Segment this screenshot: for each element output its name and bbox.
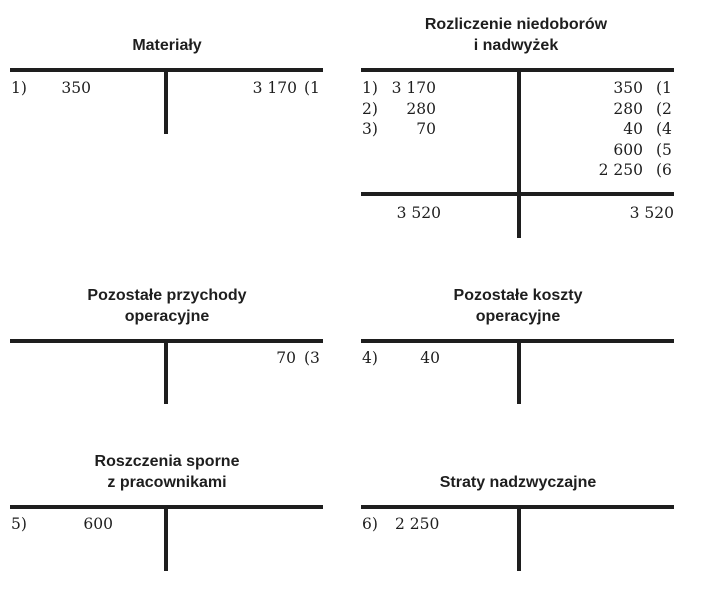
debit-ref: 3)	[362, 120, 378, 138]
t-account-vertical-line	[517, 341, 521, 404]
title-line: operacyjne	[475, 308, 561, 325]
t-account-vertical-line	[164, 70, 168, 134]
credit-ref: (1	[304, 79, 320, 97]
credit-total: 3 520	[629, 204, 674, 222]
account-title	[356, 14, 676, 56]
title-line: Roszczenia sporne	[94, 453, 240, 470]
credit-ref: (2	[656, 100, 672, 118]
t-account-total-line	[361, 192, 674, 196]
t-account-vertical-line	[164, 507, 168, 571]
credit-ref: (6	[656, 161, 672, 179]
account-title	[7, 451, 327, 493]
title-line: Pozostałe przychody	[87, 287, 247, 304]
debit-ref: 5)	[11, 515, 27, 533]
debit-total: 3 520	[396, 204, 441, 222]
credit-amount: 600	[613, 141, 643, 159]
credit-amount: 2 250	[598, 161, 643, 179]
credit-ref: (1	[656, 79, 672, 97]
account-title	[7, 285, 327, 327]
debit-amount: 280	[406, 100, 436, 118]
title-line: i nadwyżek	[473, 37, 559, 54]
debit-ref: 4)	[362, 349, 378, 367]
debit-amount: 600	[83, 515, 113, 533]
title-line: Materiały	[132, 37, 202, 54]
debit-ref: 1)	[362, 79, 378, 97]
debit-amount: 40	[420, 349, 440, 367]
credit-amount: 3 170	[252, 79, 297, 97]
credit-amount: 280	[613, 100, 643, 118]
t-account-vertical-line	[164, 341, 168, 404]
debit-ref: 2)	[362, 100, 378, 118]
account-title	[7, 35, 327, 56]
title-line: Straty nadzwyczajne	[439, 474, 597, 491]
debit-ref: 6)	[362, 515, 378, 533]
t-account-vertical-line	[517, 70, 521, 238]
credit-ref: (3	[304, 349, 320, 367]
t-account-vertical-line	[517, 507, 521, 571]
debit-amount: 2 250	[395, 515, 440, 533]
credit-ref: (5	[656, 141, 672, 159]
credit-amount: 350	[613, 79, 643, 97]
account-title	[358, 285, 678, 327]
title-line: Pozostałe koszty	[453, 287, 583, 304]
debit-amount: 3 170	[391, 79, 436, 97]
account-title	[358, 472, 678, 493]
title-line: Rozliczenie niedoborów	[424, 16, 608, 33]
title-line: z pracownikami	[107, 474, 227, 491]
credit-amount: 70	[276, 349, 296, 367]
debit-amount: 350	[61, 79, 91, 97]
debit-amount: 70	[416, 120, 436, 138]
credit-ref: (4	[656, 120, 672, 138]
title-line: operacyjne	[124, 308, 210, 325]
debit-ref: 1)	[11, 79, 27, 97]
credit-amount: 40	[623, 120, 643, 138]
